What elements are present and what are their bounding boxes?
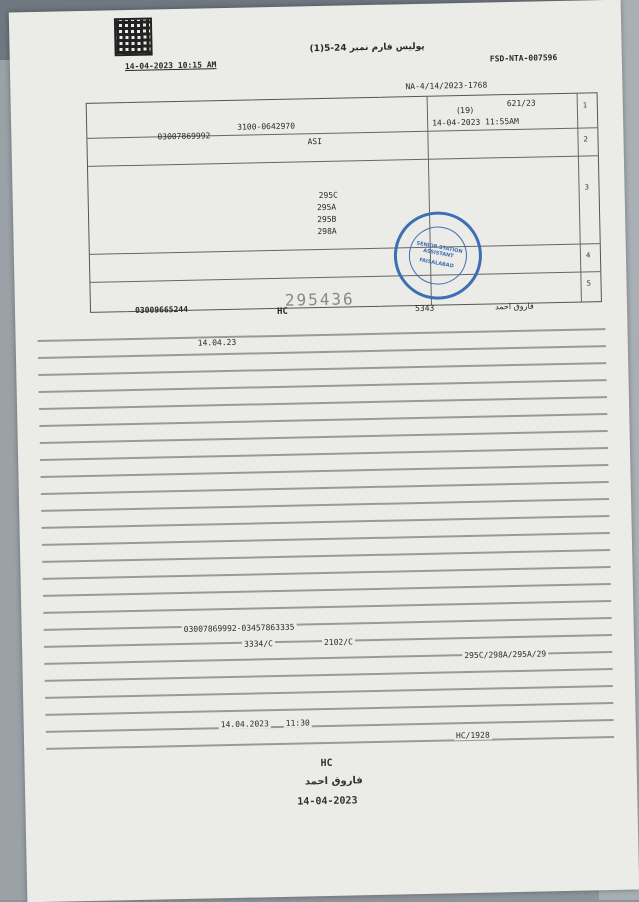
case-reference: 3334/C: [243, 639, 274, 649]
row-number: 2: [583, 135, 589, 144]
date-reference-2: 14.04.2023: [220, 719, 269, 730]
officer-code: HC: [276, 306, 289, 317]
text-line: [42, 549, 610, 563]
file-reference: 2102/C: [323, 637, 354, 648]
date-reference: 14.04.23: [197, 337, 237, 348]
text-line: [43, 600, 611, 614]
text-line: [39, 379, 607, 393]
stamp-title: SENIOR STATION ASSISTANT: [415, 240, 463, 260]
row-number: 5: [586, 279, 592, 288]
text-line: [39, 413, 607, 427]
text-line: [44, 617, 612, 631]
sections-reference: 295C/298A/295A/29: [464, 649, 547, 661]
belt-number: 5343: [414, 303, 435, 314]
row-number: 4: [585, 251, 591, 260]
report-date: 14-04-2023 11:55AM: [432, 116, 519, 128]
text-line: [38, 345, 606, 359]
row-number: 1: [582, 101, 588, 110]
text-line: [46, 719, 614, 733]
report-serial: (19): [456, 105, 474, 116]
date-time: 14-04-2023 10:15 AM: [124, 60, 217, 72]
row-number: 3: [584, 183, 590, 192]
fir-table: [86, 92, 602, 313]
watermark-number: 295436: [284, 289, 355, 310]
text-line: [45, 702, 613, 716]
qr-code-icon: [114, 18, 153, 57]
text-line: [43, 566, 611, 580]
signature-date: 14-04-2023: [297, 795, 358, 808]
offence-section: 295A: [316, 202, 337, 213]
text-line: [45, 668, 613, 682]
offence-section: 295C: [318, 190, 339, 201]
complainant-phone: 03007869992: [157, 131, 211, 142]
phone-reference: 03007869992-03457863335: [183, 622, 295, 634]
text-line: [40, 447, 608, 461]
phone-secondary: 3100-0642970: [237, 121, 296, 132]
text-line: [40, 464, 608, 478]
text-line: [41, 498, 609, 512]
offence-section: 295B: [317, 214, 337, 225]
fir-document: [9, 0, 639, 902]
text-line: [45, 685, 613, 699]
fir-number: NA-4/14/2023-1768: [405, 80, 488, 92]
text-line: [38, 328, 606, 342]
contact-phone: 03009665244: [134, 304, 189, 315]
table-row: [90, 271, 600, 283]
text-line: [38, 362, 606, 376]
table-row: [90, 243, 600, 255]
report-number: 621/23: [506, 98, 536, 109]
table-divider: [577, 94, 582, 302]
hc-reference: HC/1928: [455, 730, 490, 741]
text-line: [40, 430, 608, 444]
offence-section: 298A: [317, 226, 337, 237]
signature-code: HC: [320, 757, 333, 770]
narrative-text: [38, 328, 615, 765]
text-line: [43, 583, 611, 597]
form-code: FSD-NTA-007596: [489, 53, 558, 64]
signature-name: فاروق احمد: [304, 775, 363, 788]
text-line: [39, 396, 607, 410]
text-line: [42, 515, 610, 529]
text-line: [41, 481, 609, 495]
text-line: [42, 532, 610, 546]
form-title: پولیس فارم نمبر 24-5(1): [309, 41, 425, 55]
table-row: [88, 155, 598, 167]
time-reference: 11:30: [285, 718, 310, 728]
officer-name: فاروق احمد: [494, 301, 534, 312]
officer-rank: ASI: [307, 136, 323, 147]
stamp-city: FAISALABAD: [418, 257, 455, 270]
text-line: [46, 736, 614, 750]
